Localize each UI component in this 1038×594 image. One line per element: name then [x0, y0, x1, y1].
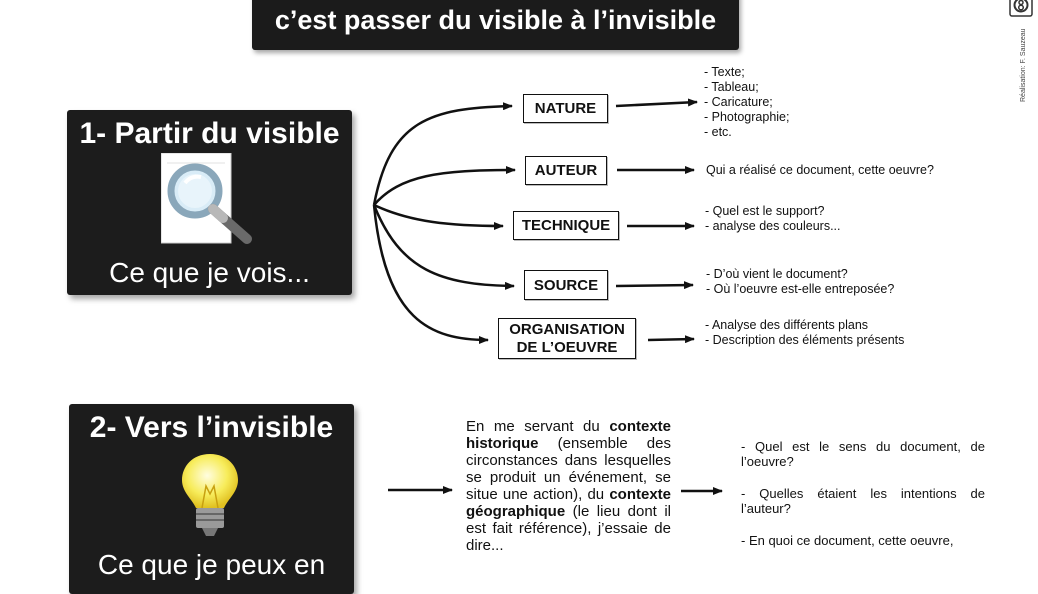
nature-item: - Texte;	[704, 65, 745, 79]
box-nature: NATURE	[523, 94, 608, 123]
auteur-details: Qui a réalisé ce document, cette oeuvre?	[706, 163, 934, 177]
arrow-organisation-detail	[648, 339, 694, 340]
panel-visible-caption: Ce que je vois...	[109, 257, 310, 288]
source-details	[706, 267, 894, 297]
organisation-details	[705, 318, 904, 348]
source-item: - Où l’oeuvre est-elle entreposée?	[706, 282, 895, 296]
arrow-source-detail	[616, 285, 693, 286]
paragraph-bold-historique: contexte historique	[466, 418, 671, 452]
box-organisation-line2: DE L’OEUVRE	[516, 338, 618, 356]
panel-invisible-heading: 2- Vers l’invisible	[89, 411, 334, 444]
nature-item: - Caricature;	[704, 95, 773, 109]
arrow-to-source	[374, 205, 514, 286]
context-paragraph	[466, 418, 671, 554]
arrow-to-technique	[374, 205, 503, 226]
paragraph-part: En me servant du	[466, 418, 610, 435]
technique-item: - analyse des couleurs...	[705, 219, 841, 233]
nature-item: - etc.	[704, 125, 732, 139]
nature-item: - Tableau;	[704, 80, 759, 94]
arrow-to-auteur	[374, 170, 515, 205]
arrow-to-nature	[374, 106, 512, 205]
question-intentions: - Quelles étaient les intentions de l’auteur?	[741, 486, 985, 516]
question-sens: - Quel est le sens du document, de l’oeuvre?	[741, 439, 985, 469]
technique-details	[705, 204, 841, 234]
paragraph-part: (le lieu dont il est fait référence), j’essaie de dire...	[466, 503, 671, 554]
nature-details	[704, 65, 789, 140]
title-text: c’est passer du visible à l’invisible	[274, 5, 717, 35]
paragraph-part: (ensemble des circonstances dans lesquelles se produit un événement, se situe une action), du	[466, 435, 671, 503]
organisation-item: - Description des éléments présents	[705, 333, 905, 347]
source-item: - D’où vient le document?	[706, 267, 848, 281]
question-en-quoi: - En quoi ce document, cette oeuvre,	[741, 533, 954, 548]
panel-invisible-caption: Ce que je peux en	[97, 549, 326, 580]
organisation-item: - Analyse des différents plans	[705, 318, 869, 332]
technique-item: - Quel est le support?	[705, 204, 825, 218]
box-organisation-line1: ORGANISATION	[509, 320, 625, 338]
arrow-nature-detail	[616, 102, 697, 106]
panel-visible-heading: 1- Partir du visible	[79, 117, 340, 150]
box-auteur: AUTEUR	[525, 156, 607, 185]
nature-item: - Photographie;	[704, 110, 790, 124]
box-organisation	[498, 318, 636, 359]
paragraph-bold-geographique: contexte géographique	[466, 486, 671, 520]
author-credit: Réalisation: F. Sauzeau	[1020, 28, 1027, 102]
box-source: SOURCE	[524, 270, 608, 300]
box-technique: TECHNIQUE	[513, 211, 619, 240]
